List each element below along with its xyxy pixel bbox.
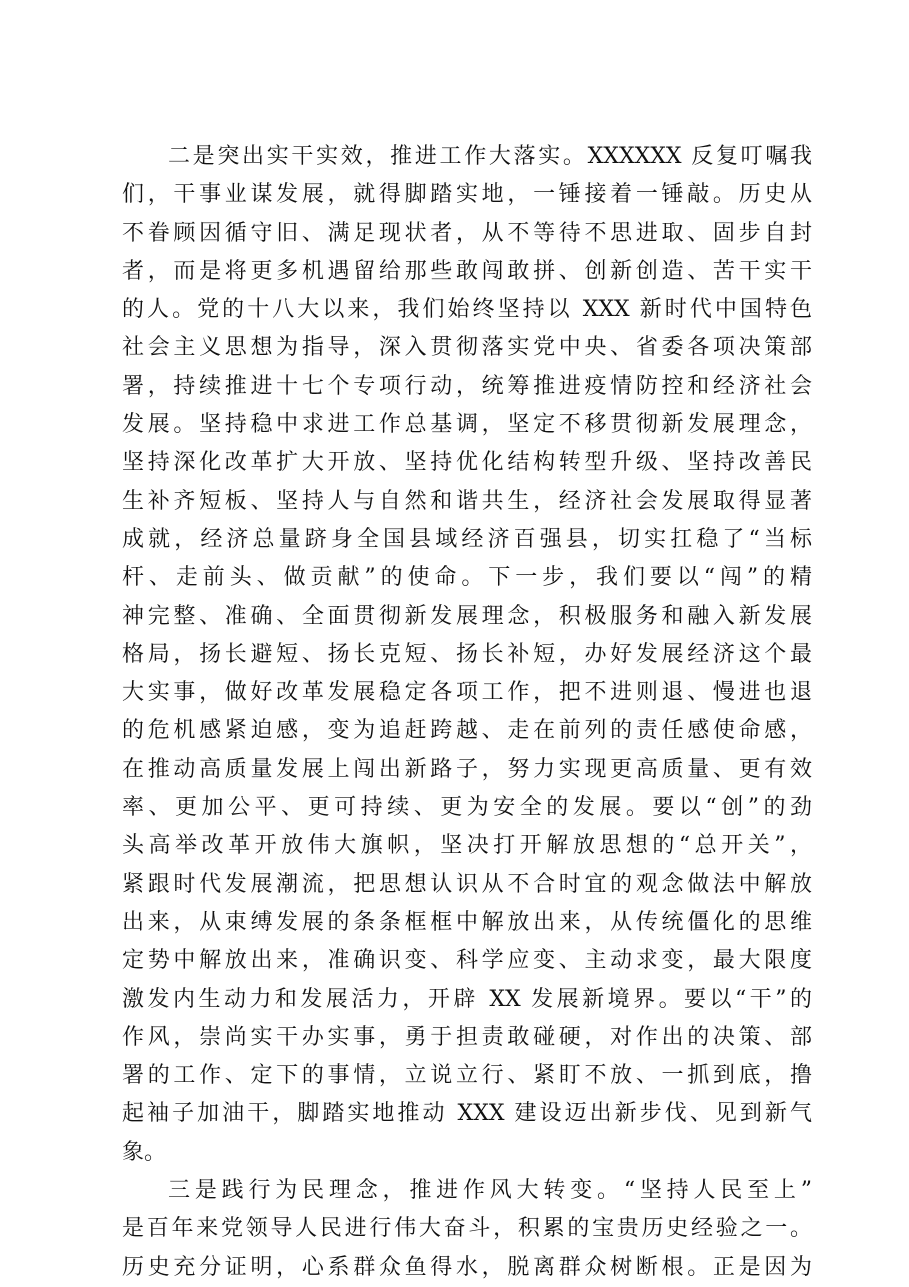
text-line: 定势中解放出来，准确识变、科学应变、主动求变，最大限度 — [122, 948, 812, 974]
text-line: 们，干事业谋发展，就得脚踏实地，一锤接着一锤敲。历史从 — [122, 182, 812, 208]
text-line: 头高举改革开放伟大旗帜，坚决打开解放思想的“总开关”， — [122, 833, 812, 859]
document-body — [122, 138, 812, 1287]
text-line: 三是践行为民理念，推进作风大转变。“坚持人民至上” — [168, 1178, 812, 1204]
text-line: 神完整、准确、全面贯彻新发展理念，积极服务和融入新发展 — [122, 603, 812, 629]
text-line: 社会主义思想为指导，深入贯彻落实党中央、省委各项决策部 — [122, 335, 812, 361]
text-line: 出来，从束缚发展的条条框框中解放出来，从传统僵化的思维 — [122, 909, 812, 935]
text-line: 坚持深化改革扩大开放、坚持优化结构转型升级、坚持改善民 — [122, 450, 812, 476]
text-line: 署的工作、定下的事情，立说立行、紧盯不放、一抓到底，撸 — [122, 1063, 812, 1089]
text-line: 二是突出实干实效，推进工作大落实。XXXXXX 反复叮嘱我 — [168, 144, 812, 169]
text-line: 作风，崇尚实干办实事，勇于担责敢碰硬，对作出的决策、部 — [122, 1024, 812, 1050]
paragraph — [122, 1172, 812, 1287]
text-line: 杆、走前头、做贡献”的使命。下一步，我们要以“闯”的精 — [122, 565, 812, 591]
text-line: 大实事，做好改革发展稳定各项工作，把不进则退、慢进也退 — [122, 680, 812, 706]
text-line: 历史充分证明，心系群众鱼得水，脱离群众树断根。正是因为 — [122, 1254, 812, 1280]
text-line: 激发内生动力和发展活力，开辟 XX 发展新境界。要以“干”的 — [122, 986, 812, 1012]
paragraph — [122, 138, 812, 1172]
text-line: 发展。坚持稳中求进工作总基调，坚定不移贯彻新发展理念， — [122, 412, 812, 438]
text-line: 不眷顾因循守旧、满足现状者，从不等待不思进取、固步自封 — [122, 220, 812, 246]
text-line: 者，而是将更多机遇留给那些敢闯敢拼、创新创造、苦干实干 — [122, 258, 812, 284]
text-line: 的危机感紧迫感，变为追赶跨越、走在前列的责任感使命感， — [122, 718, 812, 744]
text-line: 署，持续推进十七个专项行动，统筹推进疫情防控和经济社会 — [122, 373, 812, 399]
text-line: 是百年来党领导人民进行伟大奋斗，积累的宝贵历史经验之一。 — [122, 1216, 812, 1242]
text-line: 生补齐短板、坚持人与自然和谐共生，经济社会发展取得显著 — [122, 488, 812, 514]
text-line: 起袖子加油干，脚踏实地推动 XXX 建设迈出新步伐、见到新气 — [122, 1101, 812, 1127]
text-line: 格局，扬长避短、扬长克短、扬长补短，办好发展经济这个最 — [122, 641, 812, 667]
text-line: 紧跟时代发展潮流，把思想认识从不合时宜的观念做法中解放 — [122, 871, 812, 897]
text-line: 象。 — [122, 1139, 167, 1165]
text-line: 在推动高质量发展上闯出新路子，努力实现更高质量、更有效 — [122, 756, 812, 782]
text-line: 率、更加公平、更可持续、更为安全的发展。要以“创”的劲 — [122, 795, 812, 821]
text-line: 的人。党的十八大以来，我们始终坚持以 XXX 新时代中国特色 — [122, 297, 812, 323]
text-line: 成就，经济总量跻身全国县域经济百强县，切实扛稳了“当标 — [122, 526, 812, 552]
